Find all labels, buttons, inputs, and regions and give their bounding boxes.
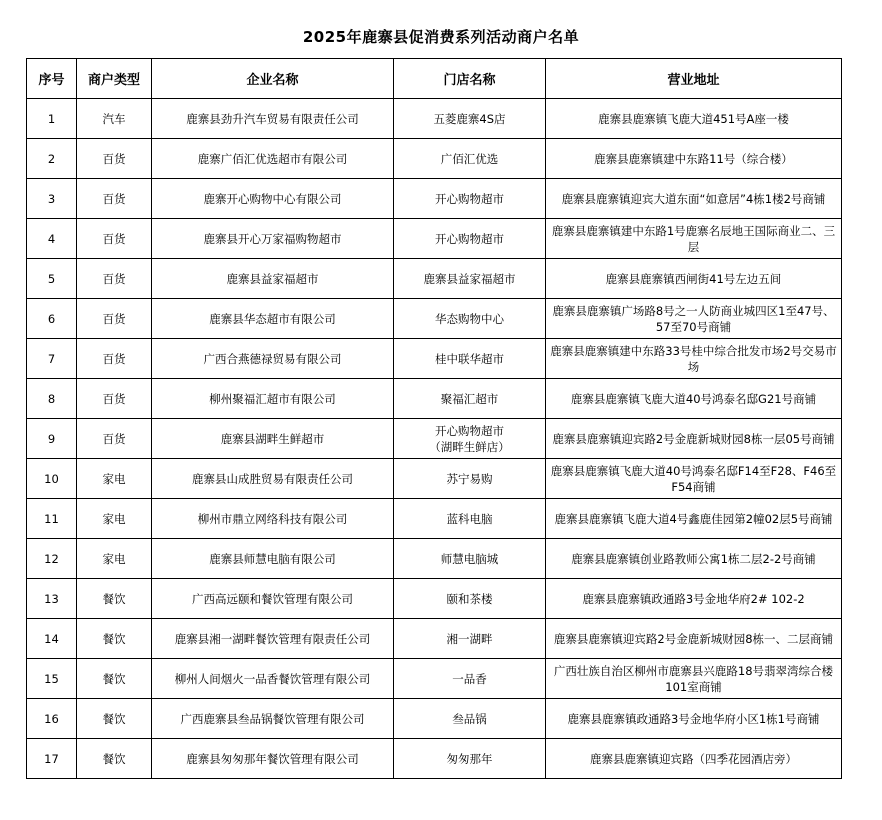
merchant-type-cell: 百货 xyxy=(77,299,152,339)
table-row xyxy=(27,139,842,179)
business-address-cell: 鹿寨县鹿寨镇迎宾路2号金鹿新城财园8栋一层05号商铺 xyxy=(546,419,842,459)
merchant-type-cell: 家电 xyxy=(77,539,152,579)
store-name-cell: 开心购物超市 xyxy=(394,179,546,219)
business-address-cell: 鹿寨县鹿寨镇迎宾大道东面“如意居”4栋1楼2号商铺 xyxy=(546,179,842,219)
company-name-cell: 鹿寨县开心万家福购物超市 xyxy=(152,219,394,259)
table-row xyxy=(27,459,842,499)
store-name-cell: 一品香 xyxy=(394,659,546,699)
table-row xyxy=(27,619,842,659)
seq-cell: 9 xyxy=(27,419,77,459)
merchant-type-cell: 餐饮 xyxy=(77,699,152,739)
company-name-cell: 鹿寨县山成胜贸易有限责任公司 xyxy=(152,459,394,499)
header-merchant-type: 商户类型 xyxy=(77,59,152,99)
merchant-type-cell: 百货 xyxy=(77,179,152,219)
seq-cell: 15 xyxy=(27,659,77,699)
merchant-type-cell: 餐饮 xyxy=(77,619,152,659)
company-name-cell: 广西鹿寨县叁品锅餐饮管理有限公司 xyxy=(152,699,394,739)
seq-cell: 13 xyxy=(27,579,77,619)
seq-cell: 6 xyxy=(27,299,77,339)
company-name-cell: 广西高远颐和餐饮管理有限公司 xyxy=(152,579,394,619)
company-name-cell: 柳州人间烟火一品香餐饮管理有限公司 xyxy=(152,659,394,699)
table-row xyxy=(27,539,842,579)
store-name-cell: 苏宁易购 xyxy=(394,459,546,499)
seq-cell: 1 xyxy=(27,99,77,139)
table-row xyxy=(27,299,842,339)
merchant-type-cell: 餐饮 xyxy=(77,579,152,619)
business-address-cell: 鹿寨县鹿寨镇建中东路11号（综合楼） xyxy=(546,139,842,179)
merchant-type-cell: 餐饮 xyxy=(77,739,152,779)
store-name-cell: 华态购物中心 xyxy=(394,299,546,339)
merchant-type-cell: 百货 xyxy=(77,419,152,459)
table-row xyxy=(27,259,842,299)
table-row xyxy=(27,419,842,459)
business-address-cell: 鹿寨县鹿寨镇迎宾路2号金鹿新城财园8栋一、二层商铺 xyxy=(546,619,842,659)
table-row xyxy=(27,579,842,619)
store-name-cell: 颐和茶楼 xyxy=(394,579,546,619)
seq-cell: 11 xyxy=(27,499,77,539)
business-address-cell: 鹿寨县鹿寨镇飞鹿大道40号鸿泰名邸G21号商铺 xyxy=(546,379,842,419)
company-name-cell: 鹿寨县湖畔生鲜超市 xyxy=(152,419,394,459)
business-address-cell: 鹿寨县鹿寨镇迎宾路（四季花园酒店旁） xyxy=(546,739,842,779)
store-name-cell: 开心购物超市 （湖畔生鲜店） xyxy=(394,419,546,459)
seq-cell: 5 xyxy=(27,259,77,299)
store-name-cell: 鹿寨县益家福超市 xyxy=(394,259,546,299)
business-address-cell: 鹿寨县鹿寨镇飞鹿大道40号鸿泰名邸F14至F28、F46至F54商铺 xyxy=(546,459,842,499)
seq-cell: 8 xyxy=(27,379,77,419)
merchant-type-cell: 汽车 xyxy=(77,99,152,139)
seq-cell: 10 xyxy=(27,459,77,499)
header-business-address: 营业地址 xyxy=(546,59,842,99)
header-seq: 序号 xyxy=(27,59,77,99)
store-name-cell: 广佰汇优选 xyxy=(394,139,546,179)
table-row xyxy=(27,699,842,739)
table-row xyxy=(27,219,842,259)
company-name-cell: 鹿寨县华态超市有限公司 xyxy=(152,299,394,339)
company-name-cell: 柳州市鼎立网络科技有限公司 xyxy=(152,499,394,539)
company-name-cell: 鹿寨县湘一湖畔餐饮管理有限责任公司 xyxy=(152,619,394,659)
merchant-type-cell: 百货 xyxy=(77,219,152,259)
company-name-cell: 鹿寨县师慧电脑有限公司 xyxy=(152,539,394,579)
store-name-cell: 聚福汇超市 xyxy=(394,379,546,419)
business-address-cell: 鹿寨县鹿寨镇飞鹿大道4号鑫鹿佳园第2幢02层5号商铺 xyxy=(546,499,842,539)
business-address-cell: 鹿寨县鹿寨镇飞鹿大道451号A座一楼 xyxy=(546,99,842,139)
table-body xyxy=(27,99,842,779)
header-company-name: 企业名称 xyxy=(152,59,394,99)
merchant-type-cell: 家电 xyxy=(77,459,152,499)
table-row xyxy=(27,99,842,139)
page-title: 2025年鹿寨县促消费系列活动商户名单 xyxy=(302,28,580,46)
table-row xyxy=(27,339,842,379)
company-name-cell: 柳州聚福汇超市有限公司 xyxy=(152,379,394,419)
company-name-cell: 广西合燕德禄贸易有限公司 xyxy=(152,339,394,379)
business-address-cell: 鹿寨县鹿寨镇西闸街41号左边五间 xyxy=(546,259,842,299)
table-row xyxy=(27,179,842,219)
business-address-cell: 鹿寨县鹿寨镇政通路3号金地华府小区1栋1号商铺 xyxy=(546,699,842,739)
seq-cell: 14 xyxy=(27,619,77,659)
seq-cell: 2 xyxy=(27,139,77,179)
seq-cell: 17 xyxy=(27,739,77,779)
merchant-table xyxy=(26,58,842,779)
store-name-cell: 五菱鹿寨4S店 xyxy=(394,99,546,139)
store-name-cell: 湘一湖畔 xyxy=(394,619,546,659)
merchant-type-cell: 家电 xyxy=(77,499,152,539)
business-address-cell: 鹿寨县鹿寨镇政通路3号金地华府2# 102-2 xyxy=(546,579,842,619)
business-address-cell: 鹿寨县鹿寨镇建中东路33号桂中综合批发市场2号交易市场 xyxy=(546,339,842,379)
seq-cell: 7 xyxy=(27,339,77,379)
table-row xyxy=(27,499,842,539)
company-name-cell: 鹿寨开心购物中心有限公司 xyxy=(152,179,394,219)
merchant-type-cell: 百货 xyxy=(77,259,152,299)
business-address-cell: 鹿寨县鹿寨镇创业路教师公寓1栋二层2-2号商铺 xyxy=(546,539,842,579)
table-header-row xyxy=(27,59,842,99)
company-name-cell: 鹿寨县劲升汽车贸易有限责任公司 xyxy=(152,99,394,139)
table-row xyxy=(27,379,842,419)
table-row xyxy=(27,659,842,699)
business-address-cell: 鹿寨县鹿寨镇建中东路1号鹿寨名辰地王国际商业二、三层 xyxy=(546,219,842,259)
company-name-cell: 鹿寨县益家福超市 xyxy=(152,259,394,299)
table-row xyxy=(27,739,842,779)
store-name-cell: 桂中联华超市 xyxy=(394,339,546,379)
seq-cell: 16 xyxy=(27,699,77,739)
store-name-cell: 开心购物超市 xyxy=(394,219,546,259)
header-store-name: 门店名称 xyxy=(394,59,546,99)
store-name-cell: 叁品锅 xyxy=(394,699,546,739)
company-name-cell: 鹿寨广佰汇优选超市有限公司 xyxy=(152,139,394,179)
store-name-cell: 蓝科电脑 xyxy=(394,499,546,539)
merchant-type-cell: 百货 xyxy=(77,379,152,419)
store-name-cell: 匆匆那年 xyxy=(394,739,546,779)
store-name-cell: 师慧电脑城 xyxy=(394,539,546,579)
seq-cell: 3 xyxy=(27,179,77,219)
merchant-type-cell: 百货 xyxy=(77,139,152,179)
business-address-cell: 广西壮族自治区柳州市鹿寨县兴鹿路18号翡翠湾综合楼101室商铺 xyxy=(546,659,842,699)
seq-cell: 12 xyxy=(27,539,77,579)
merchant-type-cell: 百货 xyxy=(77,339,152,379)
business-address-cell: 鹿寨县鹿寨镇广场路8号之一人防商业城四区1至47号、57至70号商铺 xyxy=(546,299,842,339)
company-name-cell: 鹿寨县匆匆那年餐饮管理有限公司 xyxy=(152,739,394,779)
seq-cell: 4 xyxy=(27,219,77,259)
merchant-type-cell: 餐饮 xyxy=(77,659,152,699)
